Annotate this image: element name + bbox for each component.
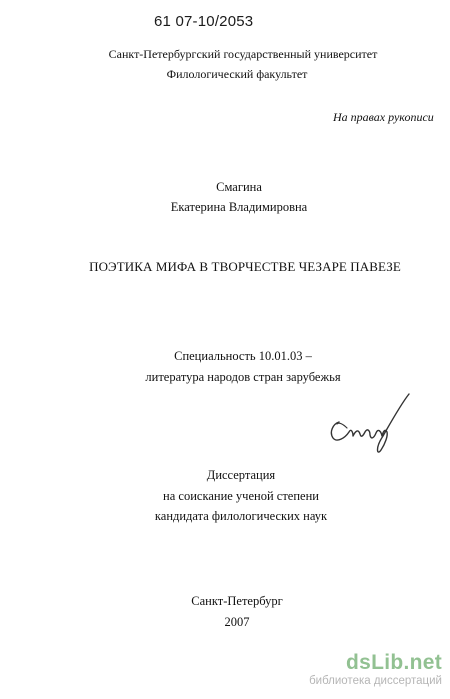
publication-city: Санкт-Петербург xyxy=(191,594,283,608)
faculty-name: Филологический факультет xyxy=(166,67,308,81)
author-surname: Смагина xyxy=(216,180,262,194)
degree-purpose: на соискание ученой степени xyxy=(163,489,319,503)
specialty-name: литература народов стран зарубежья xyxy=(145,370,341,384)
specialty-code: Специальность 10.01.03 – xyxy=(174,349,312,363)
archive-stamp-number: 61 07-10/2053 xyxy=(154,13,254,30)
signature-icon xyxy=(325,388,420,458)
site-watermark xyxy=(309,652,442,688)
publication-year: 2007 xyxy=(224,615,250,629)
author-given-names: Екатерина Владимировна xyxy=(170,200,308,214)
dissertation-label: Диссертация xyxy=(206,468,276,482)
degree-name: кандидата филологических наук xyxy=(154,509,328,523)
watermark-logo: dsLib.net xyxy=(345,651,442,674)
rights-note: На правах рукописи xyxy=(333,110,434,124)
watermark-subtitle: библиотека диссертаций xyxy=(309,675,442,687)
thesis-title: ПОЭТИКА МИФА В ТВОРЧЕСТВЕ ЧЕЗАРЕ ПАВЕЗЕ xyxy=(89,259,401,274)
university-name: Санкт-Петербургский государственный университет xyxy=(108,47,378,61)
